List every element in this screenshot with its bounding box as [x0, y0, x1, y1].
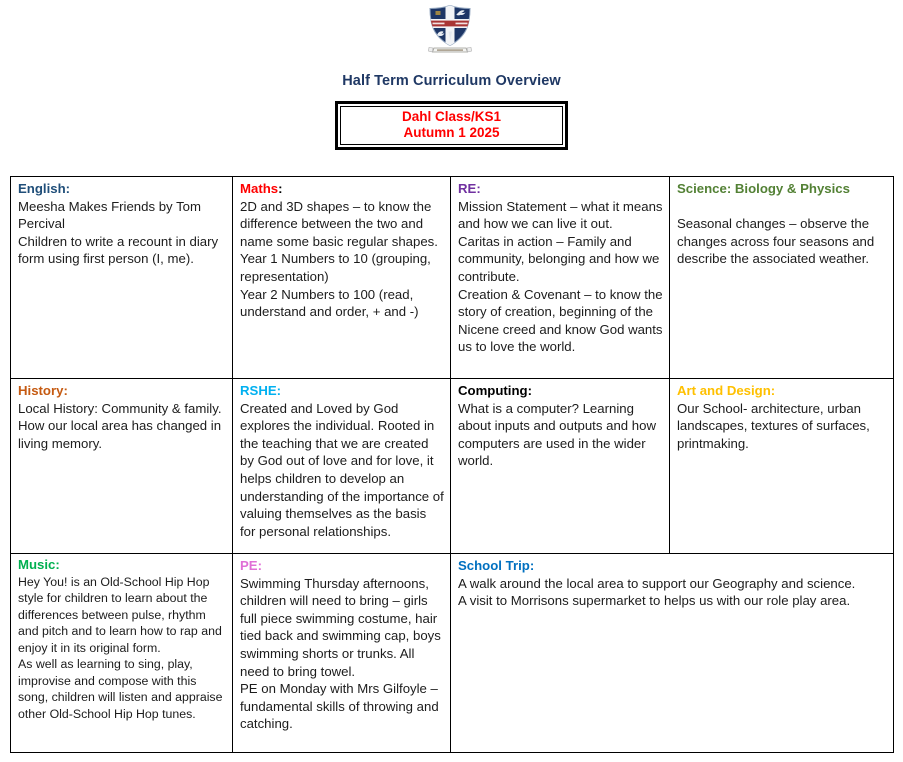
cell-title-maths: Maths: — [240, 181, 283, 196]
cell-text: PE on Monday with Mrs Gilfoyle – fundamental skills of throwing and catching. — [240, 681, 439, 732]
cell-text: Local History: Community & family. How our local area has changed in living memory. — [18, 400, 222, 451]
cell-text: Creation & Covenant – to know the story of creation, beginning of the Nicene creed and know God wants us to love the world. — [458, 286, 663, 355]
cell-re — [451, 177, 670, 379]
cell-title-computing: Computing: — [458, 383, 532, 398]
cell-title-science: Science: Biology & Physics — [677, 181, 850, 196]
cell-text: Our School- architecture, urban landscapes, textures of surfaces, printmaking. — [677, 400, 870, 451]
cell-text: As well as learning to sing, play, improvise and compose with this song, children will listen and appraise other Old-School Hip Hop tunes. — [18, 657, 223, 721]
cell-text: Swimming Thursday afternoons, children will need to bring – girls full piece swimming costume, hair tied back and swimming cap, boys swimming shorts or trunks. All need to bring towel. — [240, 575, 441, 679]
cell-text: 2D and 3D shapes – to know the difference between the two and name some basic regular shapes. — [240, 198, 438, 249]
cell-text: Year 2 Numbers to 100 (read, understand and order, + and -) — [240, 286, 419, 320]
cell-text: Seasonal changes – observe the changes across four seasons and describe the associated weather. — [677, 216, 875, 267]
table-row — [11, 554, 894, 753]
cell-text: Meesha Makes Friends by Tom Percival — [18, 198, 201, 232]
cell-title-school-trip: School Trip: — [458, 558, 535, 573]
page-title: Half Term Curriculum Overview — [342, 73, 561, 89]
table-row — [11, 177, 894, 379]
cell-title-rshe: RSHE: — [240, 383, 282, 398]
cell-maths — [233, 177, 451, 379]
cell-text: Mission Statement – what it means and how we can live it out. — [458, 198, 663, 232]
cell-english — [11, 177, 233, 379]
cell-rshe — [233, 379, 451, 554]
cell-pe — [233, 554, 451, 753]
cell-text: A visit to Morrisons supermarket to helps us with our role play area. — [458, 593, 851, 609]
cell-computing — [451, 379, 670, 554]
school-crest-logo — [427, 4, 477, 59]
cell-title-pe: PE: — [240, 558, 262, 573]
cell-title-re: RE: — [458, 181, 481, 196]
cell-title-history: History: — [18, 383, 68, 398]
cell-text: Caritas in action – Family and community, belonging and how we contribute. — [458, 233, 660, 284]
cell-art-and-design — [670, 379, 894, 554]
cell-title-art-and-design: Art and Design: — [677, 383, 776, 398]
table-row — [11, 379, 894, 554]
term-line: Autumn 1 2025 — [403, 125, 500, 140]
school-crest-icon — [427, 4, 473, 54]
cell-school-trip — [451, 554, 894, 753]
cell-text: Created and Loved by God explores the individual. Rooted in the teaching that we are created by God out of love and for love, it helps children to develop an understanding of the importance of valuing themselves as the basis for personal relationships. — [240, 400, 444, 539]
class-term-box — [335, 101, 568, 150]
cell-text: What is a computer? Learning about inputs and outputs and how computers are used in the wider world. — [458, 400, 656, 469]
cell-text: Year 1 Numbers to 10 (grouping, representation) — [240, 251, 431, 284]
cell-text: Hey You! is an Old-School Hip Hop style for children to learn about the differences between pulse, rhythm and pitch and to learn how to rap and enjoy it in its original form. — [18, 574, 222, 655]
cell-science — [670, 177, 894, 379]
cell-music — [11, 554, 233, 753]
cell-text: Children to write a recount in diary form using first person (I, me). — [18, 233, 219, 267]
cell-history — [11, 379, 233, 554]
cell-title-music: Music: — [18, 557, 60, 572]
curriculum-table — [10, 176, 894, 753]
class-term-box-inner — [340, 106, 563, 145]
cell-text: A walk around the local area to support our Geography and science. — [458, 575, 856, 591]
cell-title-english: English: — [18, 181, 71, 196]
class-name-line: Dahl Class/KS1 — [401, 109, 502, 124]
